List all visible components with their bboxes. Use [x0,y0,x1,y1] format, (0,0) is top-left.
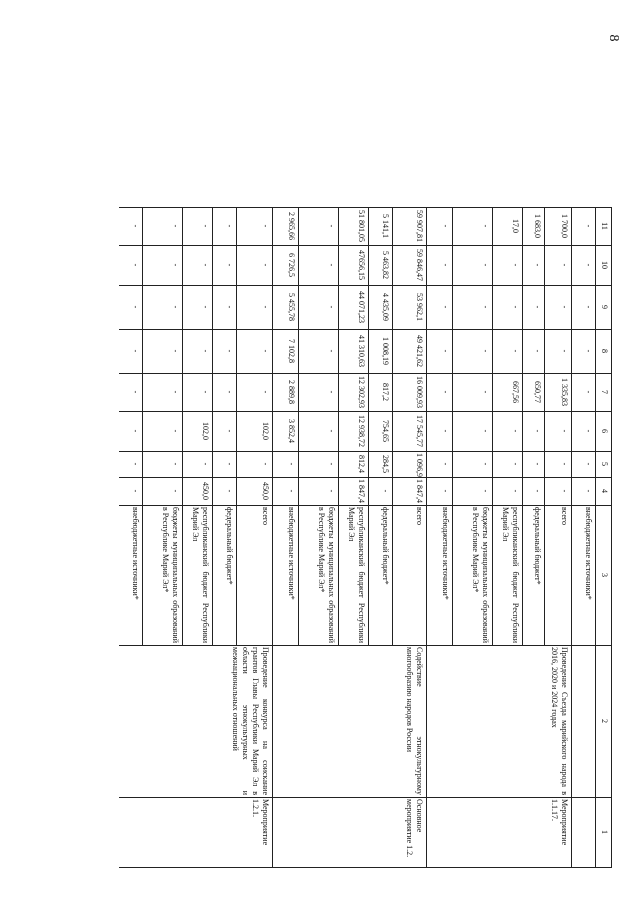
table-cell-value: - [171,429,180,433]
table-cell-value: 3 852,4 [287,419,296,443]
table-cell-value: - [171,489,180,493]
row-border [392,207,393,645]
funding-source: республиканский бюджет Республики Марий Эл [191,507,210,643]
column-border [119,373,612,374]
measure-code: Мероприятие 1.2.1. [251,799,270,846]
funding-source: внебюджетные источники* [584,507,593,600]
table-cell-value: - [327,429,336,433]
table-cell-value: 812,4 [357,455,366,473]
table-cell-value: - [261,349,270,353]
table-cell-value: 450,0 [201,482,210,500]
table-cell-value: 59 846,47 [415,249,424,281]
funding-source: бюджеты муниципальных образований в Республике Марий Эл* [161,507,180,643]
column-header: 9 [600,305,609,309]
table-cell-value: - [481,462,490,466]
table-cell-value: 47656,15 [357,250,366,280]
measure-title: Проведение Съезда марийского народа в 2016, 2020 и 2024 годах [550,647,569,795]
funding-source: бюджеты муниципальных образований в Республике Марий Эл* [317,507,336,643]
table-cell-value: - [327,224,336,228]
column-border [119,329,612,330]
table-cell-value: - [131,349,140,353]
table-cell-value: - [560,429,569,433]
table-cell-value: - [261,462,270,466]
table-cell-value: - [481,263,490,267]
table-cell-value: - [511,462,520,466]
table-cell-value: - [327,489,336,493]
table-cell-value: 450,0 [261,482,270,500]
row-border [298,207,299,645]
table-cell-value: - [584,429,593,433]
table-cell-value: - [511,263,520,267]
table-cell-value: - [261,305,270,309]
table-cell-value: 7 102,8 [287,339,296,363]
table-cell-value: - [201,305,210,309]
row-border [492,207,493,645]
column-border [119,285,612,286]
funding-source: федеральный бюджет* [225,507,234,585]
table-cell-value: - [584,224,593,228]
table-cell-value: 1 008,19 [381,337,390,365]
table-cell-value: 284,5 [381,455,390,473]
table-cell-value: - [511,349,520,353]
table-cell-value: - [201,263,210,267]
funding-source: бюджеты муниципальных образований в Республике Марий Эл* [471,507,490,643]
table-cell-value: - [441,305,450,309]
table-cell-value: - [481,390,490,394]
table-cell-value: 102,0 [201,422,210,440]
table-cell-value: 53 962,1 [415,293,424,321]
funding-source: всего [560,507,569,526]
table-cell-value: - [441,489,450,493]
table-cell-value: 51 801,05 [357,210,366,242]
table-cell-value: - [261,390,270,394]
table-cell-value: - [327,263,336,267]
funding-source: внебюджетные источники* [287,507,296,600]
table-cell-value: 12 938,72 [357,415,366,447]
row-border [571,207,572,645]
row-border [236,207,237,645]
table-cell-value: 5 463,82 [381,251,390,279]
table-cell-value: - [533,489,542,493]
table-cell-value: - [481,489,490,493]
table-cell-value: - [511,489,520,493]
table-cell-value: 1 700,0 [560,214,569,238]
table-cell-value: - [225,349,234,353]
table-cell-value: - [560,489,569,493]
table-cell-value: - [511,429,520,433]
table-cell-value: - [225,305,234,309]
column-header: 5 [600,462,609,466]
table-cell-value: - [481,224,490,228]
table-cell-value: - [381,489,390,493]
column-border [119,645,612,646]
table-cell-value: 44 071,23 [357,291,366,323]
measure-title: Содействие этнокультурному многообразию народов России [405,647,424,795]
table-cell-value: - [327,390,336,394]
table-cell-value: - [481,305,490,309]
table-cell-value: - [225,263,234,267]
table-cell-value: - [201,462,210,466]
table-cell-value: - [560,305,569,309]
table-cell-value: - [481,349,490,353]
column-border [119,411,612,412]
funding-source: всего [261,507,270,526]
table-cell-value: - [533,349,542,353]
table-cell-value: 17,0 [511,219,520,233]
table-cell-value: - [225,489,234,493]
table-cell-value: - [225,224,234,228]
row-border [368,207,369,645]
row-border [544,207,545,645]
row-border [522,207,523,645]
table-cell-value: 12 302,93 [357,376,366,408]
table-cell-value: - [327,349,336,353]
table-cell-value: - [131,429,140,433]
measure-code: Мероприятие 1.1.17. [550,799,569,846]
table-cell-value: 102,0 [261,422,270,440]
row-border [338,207,339,645]
table-cell-value: 4 435,09 [381,293,390,321]
funding-source: всего [415,507,424,526]
table-cell-value: - [131,305,140,309]
table-cell-value: 1 847,4 [357,479,366,503]
table-cell-value: - [327,462,336,466]
funding-source: федеральный бюджет* [381,507,390,585]
table-cell-value: - [201,349,210,353]
measure-title: Проведение конкурса на соискание грантов Главы Республики Марий Эл в области этнокультурных и межнациональных отношений [231,647,270,795]
table-cell-value: 41 310,63 [357,335,366,367]
table-cell-value: - [171,349,180,353]
column-border [119,245,612,246]
table-cell-value: - [327,305,336,309]
row-border [426,207,427,645]
row-border [142,207,143,645]
column-border [119,207,612,208]
column-header: 11 [600,222,609,230]
table-cell-value: - [131,263,140,267]
table-cell-value: 49 421,62 [415,335,424,367]
column-header: 7 [600,390,609,394]
table-cell-value: - [287,462,296,466]
row-border [272,207,273,645]
table-cell-value: 59 907,81 [415,210,424,242]
table-cell-value: - [171,263,180,267]
table-cell-value: 2 889,8 [287,380,296,404]
table-cell-value: - [584,263,593,267]
table-cell-value: - [131,224,140,228]
table-cell-value: 1 683,0 [533,214,542,238]
table-cell-value: 1 096,9 [415,453,424,477]
table-cell-value: - [533,462,542,466]
funding-source: внебюджетные источники* [441,507,450,600]
table-cell-value: - [441,224,450,228]
table-cell-value: - [131,489,140,493]
table-cell-value: - [533,305,542,309]
funding-source: республиканский бюджет Республики Марий Эл [347,507,366,643]
table-cell-value: - [584,349,593,353]
table-cell-value: - [441,390,450,394]
row-border [182,207,183,645]
table-cell-value: - [584,462,593,466]
table-cell-value: - [441,263,450,267]
table-cell-value: - [131,462,140,466]
funding-source: внебюджетные источники* [131,507,140,600]
column-header: 10 [600,261,609,269]
table-cell-value: - [171,224,180,228]
table-cell-value: - [533,263,542,267]
table-cell-value: - [171,462,180,466]
funding-source: федеральный бюджет* [533,507,542,585]
column-border [119,867,612,868]
table-cell-value: - [261,224,270,228]
table-cell-value: - [441,462,450,466]
table-cell-value: - [441,349,450,353]
table-cell-value: 817,2 [381,383,390,401]
column-header: 6 [600,429,609,433]
table-cell-value: 650,77 [533,381,542,403]
table-cell-value: - [560,462,569,466]
page-number: 8 [606,34,621,42]
table-cell-value: 5 141,1 [381,214,390,238]
column-header: 4 [600,489,609,493]
measure-code: Основное мероприятие 1.2. [405,799,424,858]
table-cell-value: - [171,305,180,309]
table-cell-value: - [560,263,569,267]
table-cell-value: - [560,349,569,353]
table-cell-value: - [584,390,593,394]
funding-source: республиканский бюджет Республики Марий Эл [501,507,520,643]
table-cell-value: - [584,489,593,493]
table-cell-value: - [511,305,520,309]
table-cell-value: - [584,305,593,309]
table-cell-value: - [131,390,140,394]
column-header: 8 [600,349,609,353]
row-border [212,207,213,645]
table-cell-value: - [287,489,296,493]
column-header: 3 [600,573,609,577]
table-cell-value: 16 009,93 [415,376,424,408]
table-cell-value: - [225,462,234,466]
table-cell-value: - [481,429,490,433]
budget-table [120,55,612,867]
column-border [119,797,612,798]
table-cell-value: 17 545,77 [415,415,424,447]
table-cell-value: 6 726,5 [287,253,296,277]
table-cell-value: - [201,390,210,394]
column-border [119,505,612,506]
table-cell-value: 1 335,83 [560,378,569,406]
column-header: 2 [600,719,609,723]
column-border [119,451,612,452]
table-cell-value: - [225,390,234,394]
table-cell-value: - [533,429,542,433]
table-cell-value: 2 965,66 [287,212,296,240]
column-header: 1 [600,830,609,834]
column-border [119,477,612,478]
table-cell-value: - [225,429,234,433]
table-cell-value: 5 455,78 [287,293,296,321]
table-cell-value: - [261,263,270,267]
table-cell-value: - [201,224,210,228]
table-cell-value: 667,56 [511,381,520,403]
table-cell-value: 1 847,4 [415,479,424,503]
table-cell-value: - [441,429,450,433]
table-cell-value: 754,65 [381,420,390,442]
row-border [452,207,453,645]
table-cell-value: - [171,390,180,394]
